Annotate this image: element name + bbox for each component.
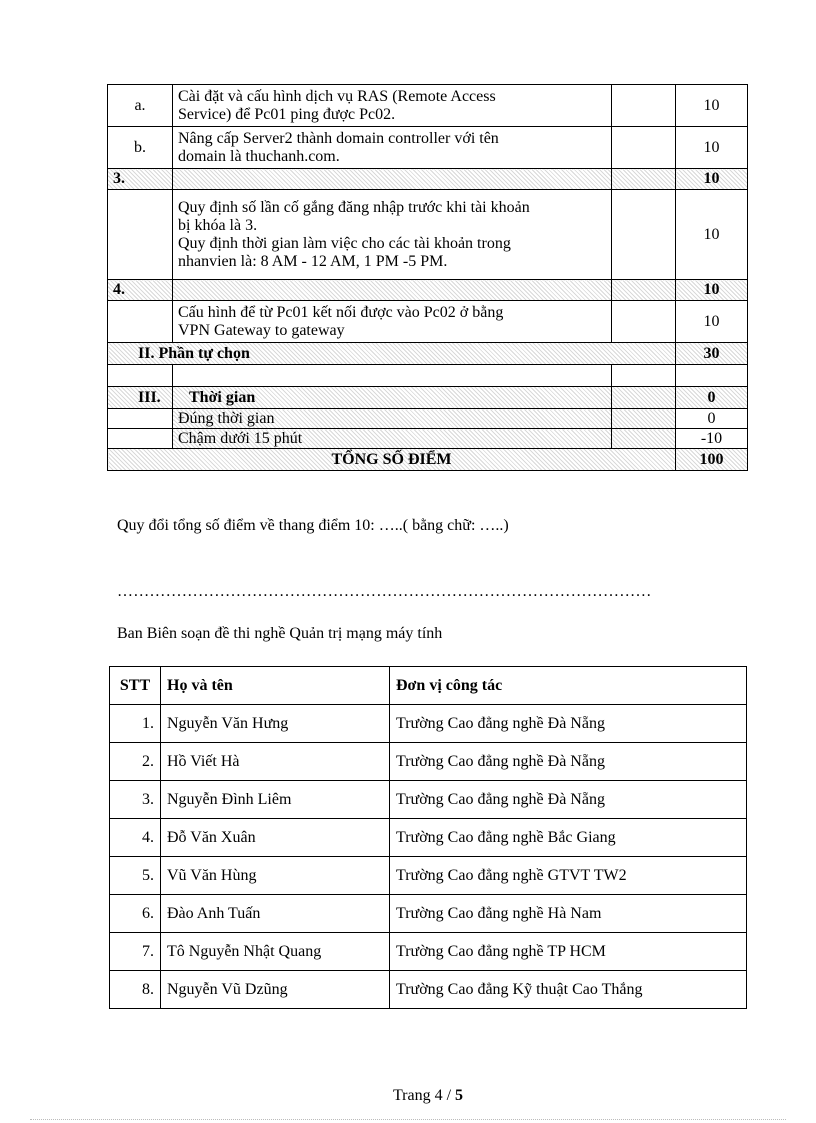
score-row-content <box>173 85 612 127</box>
table-row <box>110 857 747 895</box>
table-row <box>110 819 747 857</box>
header-name: Họ và tên <box>161 667 390 705</box>
score-row-blank <box>612 387 676 409</box>
row-name: Đỗ Văn Xuân <box>161 819 390 857</box>
score-row-content <box>173 280 612 301</box>
dotted-signature-line: ……………………………………………………………………………………… <box>117 583 652 600</box>
content-line: Quy định số lần cố gắng đăng nhập trước khi tài khoản <box>178 198 530 216</box>
row-stt: 8. <box>110 971 161 1009</box>
score-row-points: 10 <box>676 169 748 190</box>
score-row-blank <box>612 169 676 190</box>
content-line: Quy định thời gian làm việc cho các tài khoản trong <box>178 234 511 252</box>
score-row-points: 10 <box>676 85 748 127</box>
score-row-blank <box>612 280 676 301</box>
late-label: Chậm dưới 15 phút <box>173 429 612 449</box>
board-header-row <box>110 667 747 705</box>
score-row-points: 10 <box>676 301 748 343</box>
score-row-blank <box>612 190 676 280</box>
total-points: 100 <box>676 449 748 471</box>
row-name: Vũ Văn Hùng <box>161 857 390 895</box>
section-3-row <box>108 387 748 409</box>
content-line: VPN Gateway to gateway <box>178 321 345 339</box>
row-stt: 6. <box>110 895 161 933</box>
header-stt: STT <box>110 667 161 705</box>
row-unit: Trường Cao đẳng nghề Đà Nẵng <box>390 743 747 781</box>
score-row-blank <box>612 409 676 429</box>
row-name: Nguyễn Đình Liêm <box>161 781 390 819</box>
score-row-blank <box>612 85 676 127</box>
on-time-row <box>108 409 748 429</box>
row-stt: 4. <box>110 819 161 857</box>
score-row-content <box>173 301 612 343</box>
score-row-blank <box>612 301 676 343</box>
footer-divider <box>30 1119 786 1120</box>
row-unit: Trường Cao đẳng nghề TP HCM <box>390 933 747 971</box>
table-row <box>110 743 747 781</box>
header-unit: Đơn vị công tác <box>390 667 747 705</box>
empty-cell <box>108 409 173 429</box>
table-row <box>110 895 747 933</box>
score-row-b <box>108 127 748 169</box>
score-row-4-detail <box>108 301 748 343</box>
score-row-blank <box>612 429 676 449</box>
late-points: -10 <box>676 429 748 449</box>
score-row-content <box>173 127 612 169</box>
score-row-blank <box>612 127 676 169</box>
score-conversion-line: Quy đổi tổng số điểm về thang điểm 10: …..( bằng chữ: …..) <box>117 517 509 534</box>
score-row-num <box>108 190 173 280</box>
empty-cell <box>108 365 173 387</box>
row-name: Nguyễn Văn Hưng <box>161 705 390 743</box>
empty-cell <box>676 365 748 387</box>
content-line: bị khóa là 3. <box>178 216 258 234</box>
content-line: Nâng cấp Server2 thành domain controller với tên <box>178 129 499 147</box>
score-row-3 <box>108 169 748 190</box>
total-row <box>108 449 748 471</box>
row-stt: 3. <box>110 781 161 819</box>
table-row <box>110 781 747 819</box>
content-line: Cấu hình để từ Pc01 kết nối được vào Pc02 ở bằng <box>178 303 504 321</box>
content-line: domain là thuchanh.com. <box>178 147 340 165</box>
score-row-num: 3. <box>108 169 173 190</box>
on-time-points: 0 <box>676 409 748 429</box>
content-line: Service) để Pc01 ping được Pc02. <box>178 105 396 123</box>
total-label: TỔNG SỐ ĐIỂM <box>108 449 676 471</box>
row-name: Đào Anh Tuấn <box>161 895 390 933</box>
row-name: Hồ Viết Hà <box>161 743 390 781</box>
score-row-num: 4. <box>108 280 173 301</box>
row-stt: 2. <box>110 743 161 781</box>
row-unit: Trường Cao đẳng nghề Đà Nẵng <box>390 705 747 743</box>
section-2-label: II. Phần tự chọn <box>108 343 676 365</box>
row-unit: Trường Cao đẳng nghề Đà Nẵng <box>390 781 747 819</box>
late-row <box>108 429 748 449</box>
row-stt: 7. <box>110 933 161 971</box>
score-row-points: 10 <box>676 190 748 280</box>
page-footer <box>0 1087 816 1105</box>
row-unit: Trường Cao đẳng nghề Bắc Giang <box>390 819 747 857</box>
score-row-a <box>108 85 748 127</box>
table-row <box>110 705 747 743</box>
score-row-4 <box>108 280 748 301</box>
row-unit: Trường Cao đẳng Kỹ thuật Cao Thắng <box>390 971 747 1009</box>
section-3-roman: III. <box>108 387 173 409</box>
row-stt: 5. <box>110 857 161 895</box>
content-line: Cài đặt và cấu hình dịch vụ RAS (Remote Access <box>178 87 496 105</box>
section-2-row <box>108 343 748 365</box>
empty-cell <box>108 429 173 449</box>
empty-cell <box>173 365 612 387</box>
score-row-num: b. <box>108 127 173 169</box>
row-name: Tô Nguyễn Nhật Quang <box>161 933 390 971</box>
page-number-total: 5 <box>455 1087 464 1104</box>
board-table <box>109 666 747 1009</box>
page-number-prefix: Trang 4 / <box>392 1087 456 1104</box>
content-line: nhanvien là: 8 AM - 12 AM, 1 PM -5 PM. <box>178 252 448 270</box>
row-stt: 1. <box>110 705 161 743</box>
score-row-num <box>108 301 173 343</box>
score-row-num: a. <box>108 85 173 127</box>
section-2-points: 30 <box>676 343 748 365</box>
row-unit: Trường Cao đẳng nghề Hà Nam <box>390 895 747 933</box>
score-row-3-detail <box>108 190 748 280</box>
empty-cell <box>612 365 676 387</box>
row-unit: Trường Cao đẳng nghề GTVT TW2 <box>390 857 747 895</box>
table-row <box>110 971 747 1009</box>
section-3-points: 0 <box>676 387 748 409</box>
row-name: Nguyễn Vũ Dzũng <box>161 971 390 1009</box>
on-time-label: Đúng thời gian <box>173 409 612 429</box>
score-row-points: 10 <box>676 127 748 169</box>
score-row-points: 10 <box>676 280 748 301</box>
board-title: Ban Biên soạn đề thi nghề Quản trị mạng máy tính <box>117 625 443 642</box>
score-row-content <box>173 190 612 280</box>
score-table <box>107 84 748 471</box>
score-row-content <box>173 169 612 190</box>
section-3-label: Thời gian <box>173 387 612 409</box>
section-2-empty-row <box>108 365 748 387</box>
table-row <box>110 933 747 971</box>
